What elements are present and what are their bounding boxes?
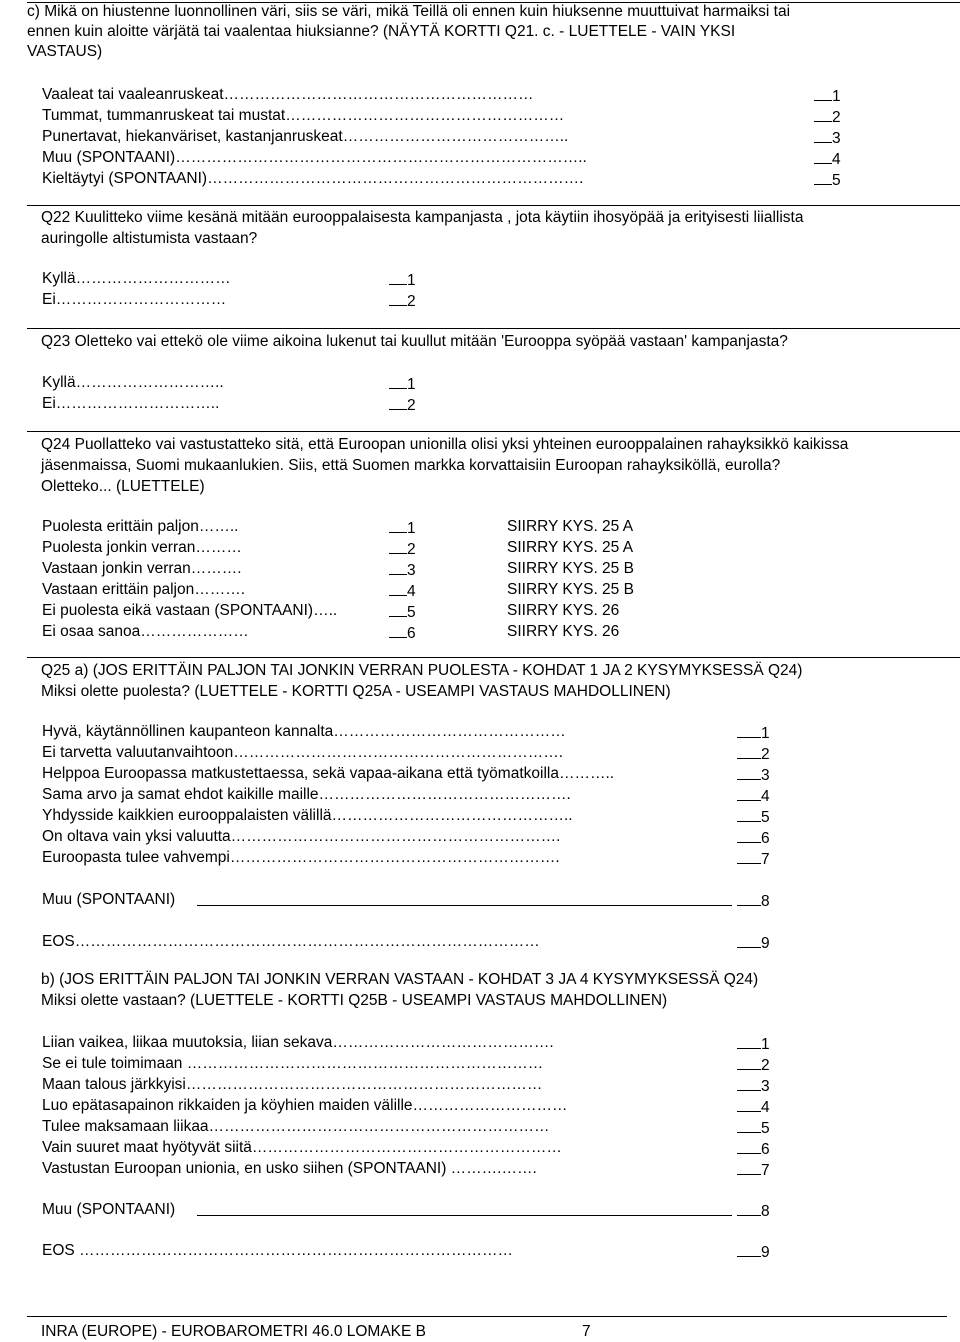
option-label: Hyvä, käytännöllinen kaupanteon kannalta……………………………………… xyxy=(42,723,566,740)
q21c-option-5[interactable] xyxy=(42,169,842,189)
q25a-option-3[interactable] xyxy=(42,764,802,784)
q25a-question-line-1: Q25 a) (JOS ERITTÄIN PALJON TAI JONKIN VERRAN PUOLESTA - KOHDAT 1 JA 2 KYSYMYKSESSÄ Q24) xyxy=(41,662,803,679)
option-label: Kieltäytyi (SPONTAANI)………………………………………………………………. xyxy=(42,170,584,187)
q22-option-1[interactable] xyxy=(42,269,442,289)
option-code: 7 xyxy=(737,1159,770,1181)
q21c-option-4[interactable] xyxy=(42,148,842,168)
q25b-option-6[interactable] xyxy=(42,1138,802,1158)
option-label: Puolesta jonkin verran……… xyxy=(42,539,242,556)
option-code: 2 xyxy=(389,394,416,416)
option-label: Ei puolesta eikä vastaan (SPONTAANI)….. xyxy=(42,602,338,619)
option-code: 3 xyxy=(814,127,841,149)
option-code: 9 xyxy=(737,932,770,954)
option-code: 1 xyxy=(814,85,841,107)
q21c-option-1[interactable] xyxy=(42,85,842,105)
option-label: Tummat, tummanruskeat tai mustat……………………………………………… xyxy=(42,107,565,124)
q25a-option-6[interactable] xyxy=(42,827,802,847)
option-label: Ei tarvetta valuutanvaihtoon………………………………………………………. xyxy=(42,744,564,761)
option-label: Muu (SPONTAANI) xyxy=(42,891,176,908)
q22-option-2[interactable] xyxy=(42,290,442,310)
section-divider xyxy=(27,431,960,432)
option-label: Luo epätasapainon rikkaiden ja köyhien maiden välille………………………… xyxy=(42,1097,568,1114)
option-code: 3 xyxy=(737,764,770,786)
option-label: On oltava vain yksi valuutta………………………………………………………. xyxy=(42,828,561,845)
option-label: EOS……………………………………………………………………………… xyxy=(42,933,540,950)
option-code: 5 xyxy=(814,169,841,191)
q25a-option-2[interactable] xyxy=(42,743,802,763)
option-code: 9 xyxy=(737,1241,770,1263)
write-in-line xyxy=(197,890,732,912)
skip-instruction: SIIRRY KYS. 25 A xyxy=(507,518,634,535)
option-code: 4 xyxy=(737,1096,770,1118)
option-code: 5 xyxy=(737,806,770,828)
option-label: Puolesta erittäin paljon…….. xyxy=(42,518,239,535)
q24-question-line-1: Q24 Puollatteko vai vastustatteko sitä, että Euroopan unionilla olisi yksi yhteinen eurooppalainen rahayksikkö kaikissa xyxy=(41,436,849,453)
option-label: Yhdysside kaikkien eurooppalaisten välillä……………………………………….. xyxy=(42,807,573,824)
option-code: 4 xyxy=(814,148,841,170)
q25b-option-eos[interactable] xyxy=(42,1241,802,1261)
q21c-question-line-3: VASTAUS) xyxy=(27,43,103,60)
q21c-question-line-2: ennen kuin aloitte värjätä tai vaalentaa hiuksianne? (NÄYTÄ KORTTI Q21. c. - LUETTELE - VAIN YKSI xyxy=(27,23,736,40)
q25a-option-eos[interactable] xyxy=(42,932,802,952)
option-label: Kyllä……………………….. xyxy=(42,374,224,391)
option-label: Maan talous järkkyisi…………………………………………………………… xyxy=(42,1076,543,1093)
option-label: Kyllä………………………… xyxy=(42,270,231,287)
q22-question-line-1: Q22 Kuulitteko viime kesänä mitään eurooppalaisesta kampanjasta , jota käytiin ihosyöpää ja erityisesti liiallista xyxy=(41,209,804,226)
option-label: Helppoa Euroopassa matkustettaessa, sekä vapaa-aikana että työmatkoilla……….. xyxy=(42,765,615,782)
q25b-option-other[interactable] xyxy=(42,1200,802,1220)
option-label: EOS ………………………………………………………………………… xyxy=(42,1242,514,1259)
option-code: 1 xyxy=(389,269,416,291)
q24-question-line-2: jäsenmaissa, Suomi mukaanlukien. Siis, että Suomen markka korvattaisiin Euroopan rahayksiköllä, eurolla? xyxy=(41,457,781,474)
option-code: 2 xyxy=(737,1054,770,1076)
q23-option-2[interactable] xyxy=(42,394,442,414)
q25a-option-7[interactable] xyxy=(42,848,802,868)
q24-option-4[interactable] xyxy=(42,580,722,600)
option-code: 7 xyxy=(737,848,770,870)
option-label: Sama arvo ja samat ehdot kaikille maille…………………………………………. xyxy=(42,786,571,803)
q21c-option-2[interactable] xyxy=(42,106,842,126)
option-code: 3 xyxy=(389,559,416,581)
option-label: Vain suuret maat hyötyvät siitä…………………………………………………… xyxy=(42,1139,562,1156)
option-label: Muu (SPONTAANI) xyxy=(42,1201,176,1218)
option-label: Ei osaa sanoa………………… xyxy=(42,623,249,640)
q24-option-2[interactable] xyxy=(42,538,722,558)
option-label: Muu (SPONTAANI)…………………………………………………………………….. xyxy=(42,149,587,166)
q24-question-line-3: Oletteko... (LUETTELE) xyxy=(41,478,205,495)
q21c-option-3[interactable] xyxy=(42,127,842,147)
option-label: Ei………………………….. xyxy=(42,395,220,412)
option-code: 2 xyxy=(389,290,416,312)
q25b-question-line-2: Miksi olette vastaan? (LUETTELE - KORTTI Q25B - USEAMPI VASTAUS MAHDOLLINEN) xyxy=(41,992,668,1009)
q25b-option-7[interactable] xyxy=(42,1159,802,1179)
option-code: 6 xyxy=(737,827,770,849)
option-label: Tulee maksamaan liikaa………………………………………………………… xyxy=(42,1118,550,1135)
q22-question-line-2: auringolle altistumista vastaan? xyxy=(41,230,258,247)
q25b-option-2[interactable] xyxy=(42,1054,802,1074)
q25a-option-other[interactable] xyxy=(42,890,802,910)
q25b-option-3[interactable] xyxy=(42,1075,802,1095)
option-code: 1 xyxy=(737,722,770,744)
q25b-option-5[interactable] xyxy=(42,1117,802,1137)
option-code: 4 xyxy=(389,580,416,602)
q23-option-1[interactable] xyxy=(42,373,442,393)
option-code: 1 xyxy=(389,517,416,539)
option-code: 2 xyxy=(737,743,770,765)
option-code: 6 xyxy=(737,1138,770,1160)
q25b-option-1[interactable] xyxy=(42,1033,802,1053)
section-divider xyxy=(27,657,960,658)
skip-instruction: SIIRRY KYS. 25 A xyxy=(507,539,634,556)
skip-instruction: SIIRRY KYS. 25 B xyxy=(507,581,634,598)
q25a-option-4[interactable] xyxy=(42,785,802,805)
section-divider xyxy=(27,205,960,206)
page-number: 7 xyxy=(582,1323,591,1340)
option-code: 5 xyxy=(389,601,416,623)
option-label: Vastaan jonkin verran………. xyxy=(42,560,242,577)
q25a-question-line-2: Miksi olette puolesta? (LUETTELE - KORTTI Q25A - USEAMPI VASTAUS MAHDOLLINEN) xyxy=(41,683,671,700)
option-label: Se ei tule toimimaan …………………………………………………………… xyxy=(42,1055,544,1072)
option-label: Vastaan erittäin paljon………. xyxy=(42,581,246,598)
q25b-question-line-1: b) (JOS ERITTÄIN PALJON TAI JONKIN VERRAN VASTAAN - KOHDAT 3 JA 4 KYSYMYKSESSÄ Q24) xyxy=(41,971,759,988)
skip-instruction: SIIRRY KYS. 26 xyxy=(507,623,620,640)
write-in-line xyxy=(197,1200,732,1222)
q25a-option-5[interactable] xyxy=(42,806,802,826)
option-code: 2 xyxy=(389,538,416,560)
q23-question-line-1: Q23 Oletteko vai ettekö ole viime aikoina lukenut tai kuullut mitään 'Eurooppa syöpää vastaan' kampanjasta? xyxy=(41,333,788,350)
option-label: Vastustan Euroopan unionia, en usko siihen (SPONTAANI) ……….……. xyxy=(42,1160,537,1177)
option-code: 6 xyxy=(389,622,416,644)
q21c-question-line-1: c) Mikä on hiustenne luonnollinen väri, siis se väri, mikä Teillä oli ennen kuin hiuksenne muuttuivat harmaiksi tai xyxy=(27,3,791,20)
footer-divider xyxy=(27,1316,947,1317)
q24-option-6[interactable] xyxy=(42,622,722,642)
q25b-option-4[interactable] xyxy=(42,1096,802,1116)
option-code: 3 xyxy=(737,1075,770,1097)
footer-text: INRA (EUROPE) - EUROBAROMETRI 46.0 LOMAKE B xyxy=(41,1323,426,1340)
option-code: 4 xyxy=(737,785,770,807)
option-code: 8 xyxy=(737,1200,770,1222)
section-divider xyxy=(27,328,960,329)
option-code: 5 xyxy=(737,1117,770,1139)
q24-option-5[interactable] xyxy=(42,601,722,621)
q24-option-3[interactable] xyxy=(42,559,722,579)
option-label: Ei…………………………… xyxy=(42,291,227,308)
skip-instruction: SIIRRY KYS. 25 B xyxy=(507,560,634,577)
option-code: 2 xyxy=(814,106,841,128)
option-label: Liian vaikea, liikaa muutoksia, liian sekava……………………………………. xyxy=(42,1034,554,1051)
option-label: Vaaleat tai vaaleanruskeat…………………………………………………… xyxy=(42,86,534,103)
option-code: 1 xyxy=(389,373,416,395)
q25a-option-1[interactable] xyxy=(42,722,802,742)
skip-instruction: SIIRRY KYS. 26 xyxy=(507,602,620,619)
q24-option-1[interactable] xyxy=(42,517,722,537)
option-code: 1 xyxy=(737,1033,770,1055)
option-label: Punertavat, hiekanväriset, kastanjanruskeat…………………………………….. xyxy=(42,128,569,145)
option-code: 8 xyxy=(737,890,770,912)
option-label: Euroopasta tulee vahvempi………………………………………………………. xyxy=(42,849,560,866)
